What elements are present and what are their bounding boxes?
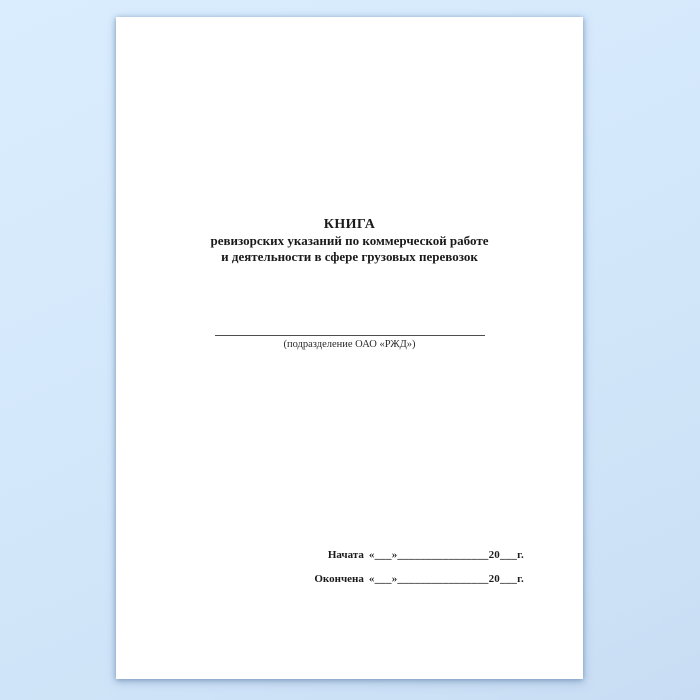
date-finished-row — [314, 573, 524, 586]
date-started-fill: «___»________________20___г. — [368, 549, 524, 561]
document-cover-sheet — [116, 17, 583, 679]
title-block — [116, 216, 583, 264]
subdivision-blank-line — [215, 317, 485, 336]
date-finished-label: Окончена — [314, 573, 364, 585]
document-subtitle-line-2: и деятельности в сфере грузовых перевозок — [221, 248, 478, 264]
date-started-row — [328, 549, 524, 562]
subdivision-block — [116, 317, 583, 351]
date-finished-fill: «___»________________20___г. — [368, 573, 524, 585]
document-subtitle-line-1: ревизорских указаний по коммерческой работе — [210, 233, 489, 248]
date-started-label: Начата — [327, 549, 364, 561]
subdivision-caption: (подразделение ОАО «РЖД») — [283, 339, 416, 350]
document-title: КНИГА — [323, 217, 376, 232]
